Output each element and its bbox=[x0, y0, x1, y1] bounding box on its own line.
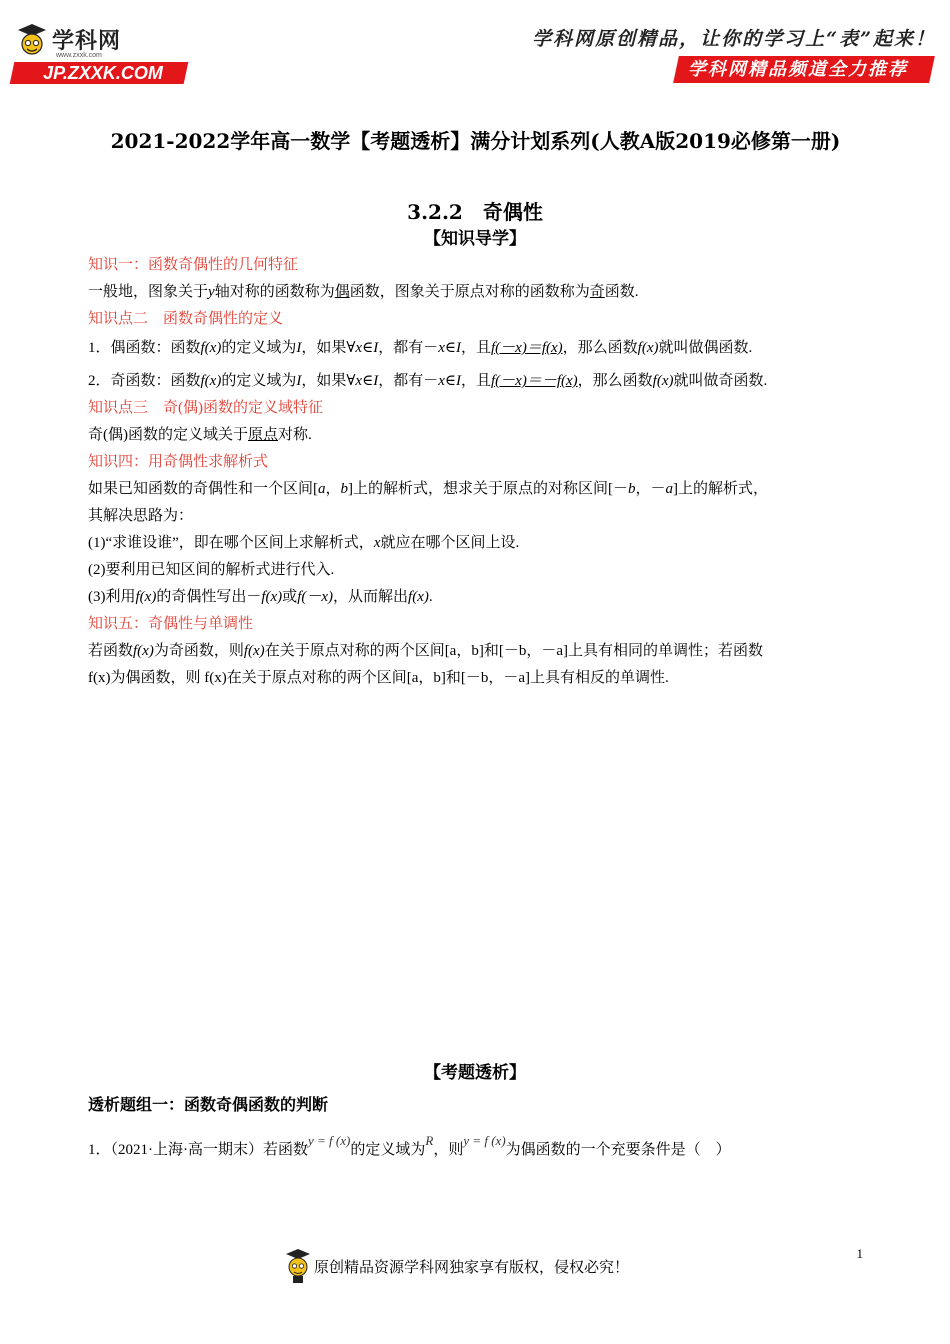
kp4-step1: (1)“求谁设谁”，即在哪个区间上求解析式，x就应在哪个区间上设. bbox=[88, 535, 520, 551]
mascot-icon bbox=[14, 22, 50, 62]
kp4-heading: 知识四：用奇偶性求解析式 bbox=[88, 454, 269, 470]
section-heading-exam: 【考题透析】 bbox=[424, 1063, 526, 1083]
copyright-notice: 原创精品资源学科网独家享有版权，侵权必究！ bbox=[314, 1260, 630, 1276]
kp4-step3: (3)利用f(x)的奇偶性写出－f(x)或f(－x)，从而解出f(x). bbox=[88, 589, 433, 605]
math-expression: y = f (x) bbox=[308, 1133, 351, 1148]
page-footer bbox=[0, 1242, 950, 1292]
kp4-approach: 其解决思路为： bbox=[88, 508, 194, 524]
zxxk-logo bbox=[12, 22, 190, 86]
page-number: 1 bbox=[856, 1246, 863, 1261]
logo-domain: JP.ZXXK.COM bbox=[43, 63, 163, 83]
question-1: 1．（2021·上海·高一期末）若函数y = f (x)的定义域为R，则y = f (x)为偶函数的一个充要条件是（ ） bbox=[88, 1133, 731, 1158]
math-expression: y = f (x) bbox=[463, 1133, 506, 1148]
question-group-heading: 透析题组一：函数奇偶函数的判断 bbox=[88, 1095, 329, 1114]
channel-banner: 学科网精品频道全力推荐 bbox=[688, 59, 908, 80]
kp5-heading: 知识五：奇偶性与单调性 bbox=[88, 616, 254, 632]
logo-text: 学科网 bbox=[52, 29, 122, 54]
kp4-intro: 如果已知函数的奇偶性和一个区间[a，b]上的解析式，想求关于原点的对称区间[－b，－a]上的解析式， bbox=[88, 481, 769, 497]
kp2-odd-def: 2．奇函数：函数f(x)的定义域为I，如果∀x∈I，都有－x∈I，且f(－x)＝－f(x)，那么函数f(x)就叫做奇函数. bbox=[88, 373, 768, 389]
section-heading-knowledge: 【知识导学】 bbox=[424, 229, 526, 249]
kp4-step2: (2)要利用已知区间的解析式进行代入. bbox=[88, 562, 335, 578]
kp3-heading: 知识点三 奇(偶)函数的定义域特征 bbox=[88, 400, 323, 416]
kp2-even-def: 1．偶函数：函数f(x)的定义域为I，如果∀x∈I，都有－x∈I，且f(－x)＝f(x)，那么函数f(x)就叫做偶函数. bbox=[88, 340, 753, 356]
knowledge-content bbox=[88, 252, 863, 692]
math-symbol-r: R bbox=[425, 1133, 434, 1148]
kp2-heading: 知识点二 函数奇偶性的定义 bbox=[88, 311, 284, 327]
kp3-text: 奇(偶)函数的定义域关于原点对称. bbox=[88, 427, 312, 443]
header-slogan: 学科网原创精品，让你的学习上“表”起来！ bbox=[532, 28, 936, 50]
mascot-icon bbox=[284, 1248, 312, 1284]
logo-url: www.zxxk.com bbox=[56, 52, 102, 59]
kp5-text: 若函数f(x)为奇函数，则f(x)在关于原点对称的两个区间[a，b]和[－b，－a]上具有相同的单调性；若函数 bbox=[88, 643, 763, 659]
document-title: 2021-2022学年高一数学【考题透析】满分计划系列(人教A版2019必修第一册) bbox=[110, 129, 841, 153]
kp1-heading: 知识一：函数奇偶性的几何特征 bbox=[88, 257, 299, 273]
page-header bbox=[0, 0, 950, 95]
kp1-text: 一般地，图象关于y轴对称的函数称为偶函数，图象关于原点对称的函数称为奇函数. bbox=[88, 284, 639, 300]
kp5-text-2: f(x)为偶函数，则 f(x)在关于原点对称的两个区间[a，b]和[－b，－a]上具有相反的单调性. bbox=[88, 670, 669, 686]
document-subtitle: 3.2.2 奇偶性 bbox=[407, 200, 543, 224]
